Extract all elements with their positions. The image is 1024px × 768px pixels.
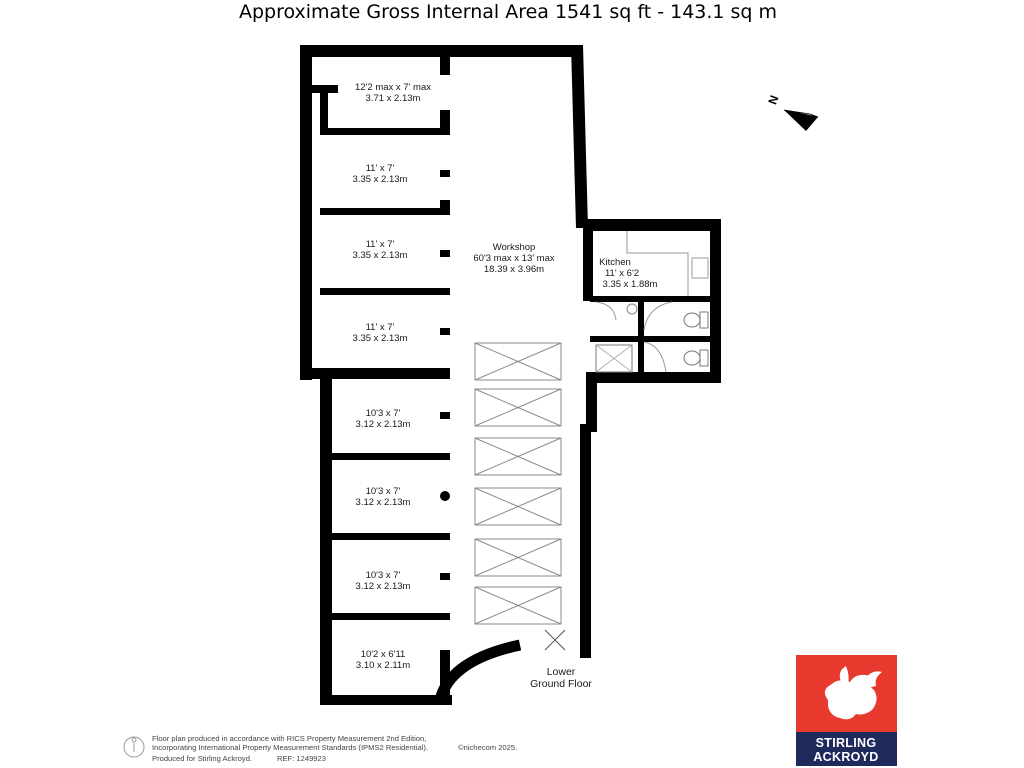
footer-copyright: ©nichecom 2025. xyxy=(458,743,518,752)
toilet-icon xyxy=(684,312,708,328)
logo-line1: STIRLING xyxy=(815,736,877,750)
workshop-dims: 60'3 max x 13' max xyxy=(473,253,555,264)
room-4-dims: 11' x 7' xyxy=(365,322,395,333)
workshop-metric: 18.39 x 3.96m xyxy=(483,264,545,275)
room-1-metric: 3.71 x 2.13m xyxy=(365,93,421,104)
room-labels xyxy=(353,82,658,690)
room-3-metric: 3.35 x 2.13m xyxy=(352,250,408,261)
basin-icon xyxy=(627,304,637,314)
floor-label-line1: Lower xyxy=(546,666,576,678)
room-6-dims: 10'3 x 7' xyxy=(365,486,401,497)
room-1-dims: 12'2 max x 7' max xyxy=(355,82,431,93)
area-title: Approximate Gross Internal Area 1541 sq ft - 143.1 sq m xyxy=(238,1,778,23)
room-4-metric: 3.35 x 2.13m xyxy=(352,333,408,344)
room-partitions xyxy=(312,128,450,620)
workshop-name: Workshop xyxy=(492,242,536,253)
footer xyxy=(124,734,517,763)
room-5-dims: 10'3 x 7' xyxy=(365,408,401,419)
room-8-dims: 10'2 x 6'11 xyxy=(360,649,406,660)
room-3-dims: 11' x 7' xyxy=(365,239,395,250)
inner-posts xyxy=(440,57,450,700)
entrance-door-icon xyxy=(545,630,565,650)
compass-icon xyxy=(765,93,818,131)
footer-line3: Produced for Stirling Ackroyd. xyxy=(152,754,253,763)
annex-internals xyxy=(590,231,710,374)
footer-line1: Floor plan produced in accordance with RICS Property Measurement 2nd Edition, xyxy=(152,734,427,743)
kitchen-metric: 3.35 x 1.88m xyxy=(602,279,658,290)
toilet-icon xyxy=(684,350,708,366)
entrance-curve xyxy=(440,645,520,700)
workshop-bays xyxy=(475,343,561,624)
room-2-dims: 11' x 7' xyxy=(365,163,395,174)
room-2-metric: 3.35 x 2.13m xyxy=(352,174,408,185)
kitchen-name: Kitchen xyxy=(599,257,631,268)
room-7-dims: 10'3 x 7' xyxy=(365,570,401,581)
room-7-metric: 3.12 x 2.13m xyxy=(355,581,411,592)
footer-ref: REF: 1249923 xyxy=(277,754,326,763)
room-5-metric: 3.12 x 2.13m xyxy=(355,419,411,430)
room-6-metric: 3.12 x 2.13m xyxy=(355,497,411,508)
wall-slant xyxy=(571,45,588,228)
footer-line2: Incorporating International Property Measurement Standards (IPMS2 Residential). xyxy=(152,743,429,752)
room-8-metric: 3.10 x 2.11m xyxy=(355,660,411,671)
person-scale-icon xyxy=(124,737,144,757)
kitchen-dims: 11' x 6'2 xyxy=(604,268,640,279)
floor-label-line2: Ground Floor xyxy=(530,678,592,690)
compass-label: N xyxy=(765,93,782,107)
stirling-ackroyd-logo xyxy=(796,655,897,766)
logo-line2: ACKROYD xyxy=(813,750,879,764)
